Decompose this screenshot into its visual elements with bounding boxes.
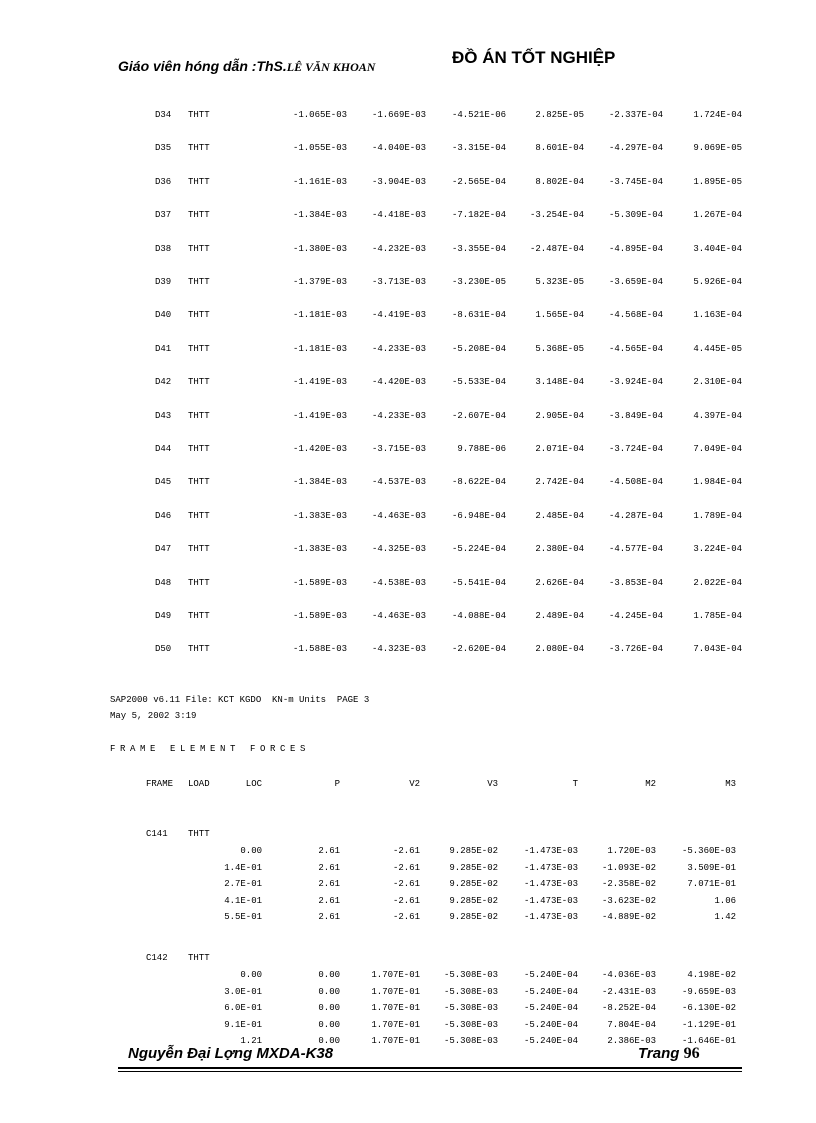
row-value: -4.245E-04 <box>608 611 663 621</box>
row-value: -4.420E-03 <box>371 377 426 388</box>
row-value: 3.404E-04 <box>693 243 742 254</box>
row-value: -4.323E-03 <box>371 644 426 655</box>
force-value: -2.61 <box>392 846 420 856</box>
force-value: 2.61 <box>318 846 340 856</box>
row-value: -1.055E-03 <box>292 143 347 154</box>
force-value: -5.308E-03 <box>443 1019 498 1030</box>
row-value: -4.233E-03 <box>371 343 426 354</box>
force-value: 0.00 <box>318 1036 340 1047</box>
row-value: 1.789E-04 <box>693 510 742 521</box>
force-row <box>0 846 816 858</box>
force-value: -4.889E-02 <box>601 912 656 923</box>
force-value: -5.240E-04 <box>523 986 578 997</box>
row-value: 3.148E-04 <box>535 377 584 388</box>
force-value: 9.1E-01 <box>224 1019 262 1030</box>
force-value: -3.623E-02 <box>601 895 656 906</box>
displacement-row <box>0 377 816 391</box>
force-value: -5.308E-03 <box>443 986 498 997</box>
row-load: THTT <box>188 176 210 187</box>
row-value: 1.895E-05 <box>693 176 742 187</box>
displacement-row <box>0 210 816 224</box>
page-number: 96 <box>683 1045 700 1062</box>
force-value: 3.0E-01 <box>224 986 262 997</box>
row-value: -4.463E-03 <box>371 510 426 521</box>
row-value: 9.069E-05 <box>693 143 742 154</box>
row-value: -1.420E-03 <box>292 444 347 454</box>
row-id: D43 <box>155 410 172 421</box>
row-value: -1.065E-03 <box>292 110 347 120</box>
force-value: 2.7E-01 <box>224 879 262 890</box>
displacement-row <box>0 644 816 658</box>
row-value: -1.181E-03 <box>292 343 347 354</box>
force-value: -9.659E-03 <box>681 986 736 997</box>
force-value: 1.06 <box>714 895 736 906</box>
row-value: 4.397E-04 <box>693 410 742 421</box>
force-value: 0.00 <box>318 1019 340 1030</box>
row-value: 2.489E-04 <box>535 611 584 621</box>
row-value: -4.508E-04 <box>608 477 663 488</box>
displacement-row <box>0 310 816 324</box>
row-value: -1.383E-03 <box>292 544 347 555</box>
force-value: 1.707E-01 <box>371 1036 420 1047</box>
force-value: 1.707E-01 <box>371 1019 420 1030</box>
force-value: -2.61 <box>392 879 420 890</box>
row-value: -1.380E-03 <box>292 243 347 254</box>
row-value: -1.419E-03 <box>292 377 347 388</box>
header-m2: M2 <box>645 779 656 789</box>
force-value: -5.240E-04 <box>523 1003 578 1014</box>
row-id: D35 <box>155 143 172 154</box>
row-value: 2.905E-04 <box>535 410 584 421</box>
row-id: D48 <box>155 577 172 588</box>
row-value: -3.230E-05 <box>451 277 506 287</box>
force-value: 0.00 <box>240 970 262 980</box>
row-value: 2.080E-04 <box>535 644 584 655</box>
frame-header-row <box>0 953 816 965</box>
force-value: 9.285E-02 <box>449 862 498 873</box>
row-value: -3.315E-04 <box>451 143 506 154</box>
row-value: -3.745E-04 <box>608 176 663 187</box>
header-frame: FRAME <box>146 779 174 789</box>
row-value: 2.071E-04 <box>535 444 584 454</box>
row-value: -4.419E-03 <box>371 310 426 321</box>
row-value: -2.565E-04 <box>451 176 506 187</box>
row-id: D50 <box>155 644 172 655</box>
row-value: 2.626E-04 <box>535 577 584 588</box>
page-label: Trang <box>638 1045 680 1062</box>
force-value: -4.036E-03 <box>601 970 656 980</box>
force-value: 1.707E-01 <box>371 970 420 980</box>
displacement-row <box>0 544 816 558</box>
row-value: 7.043E-04 <box>693 644 742 655</box>
row-id: D36 <box>155 176 172 187</box>
row-value: -3.659E-04 <box>608 277 663 287</box>
row-value: -1.384E-03 <box>292 477 347 488</box>
force-value: -1.473E-03 <box>523 879 578 890</box>
row-load: THTT <box>188 277 210 287</box>
row-value: 1.724E-04 <box>693 110 742 120</box>
row-id: D42 <box>155 377 172 388</box>
force-value: -5.308E-03 <box>443 1003 498 1014</box>
force-value: -2.431E-03 <box>601 986 656 997</box>
header-t: T <box>572 779 578 789</box>
force-value: -1.093E-02 <box>601 862 656 873</box>
row-load: THTT <box>188 410 210 421</box>
row-value: -4.538E-03 <box>371 577 426 588</box>
advisor-line <box>118 58 375 75</box>
row-value: 3.224E-04 <box>693 544 742 555</box>
document-title: ĐỒ ÁN TỐT NGHIỆP <box>452 48 616 67</box>
row-value: -5.533E-04 <box>451 377 506 388</box>
row-value: 5.368E-05 <box>535 343 584 354</box>
row-value: -4.895E-04 <box>608 243 663 254</box>
row-id: D41 <box>155 343 172 354</box>
row-value: -8.622E-04 <box>451 477 506 488</box>
displacement-row <box>0 477 816 491</box>
row-load: THTT <box>188 477 210 488</box>
force-row <box>0 987 816 999</box>
row-value: -2.607E-04 <box>451 410 506 421</box>
force-value: 9.285E-02 <box>449 895 498 906</box>
force-value: -5.308E-03 <box>443 1036 498 1047</box>
displacement-row <box>0 177 816 191</box>
row-value: -3.254E-04 <box>529 210 584 221</box>
row-value: -2.487E-04 <box>529 243 584 254</box>
row-value: -5.541E-04 <box>451 577 506 588</box>
force-value: 5.5E-01 <box>224 912 262 923</box>
footer-page <box>638 1045 700 1063</box>
row-value: -3.713E-03 <box>371 277 426 287</box>
force-value: -5.360E-03 <box>681 846 736 856</box>
force-value: 4.1E-01 <box>224 895 262 906</box>
row-value: 1.163E-04 <box>693 310 742 321</box>
row-value: 2.310E-04 <box>693 377 742 388</box>
row-value: 2.380E-04 <box>535 544 584 555</box>
row-value: -5.309E-04 <box>608 210 663 221</box>
row-value: -3.724E-04 <box>608 444 663 454</box>
row-value: -4.418E-03 <box>371 210 426 221</box>
force-row <box>0 863 816 875</box>
row-id: D49 <box>155 611 172 621</box>
displacement-row <box>0 344 816 358</box>
row-value: -5.208E-04 <box>451 343 506 354</box>
row-load: THTT <box>188 644 210 655</box>
header-v2: V2 <box>409 779 420 789</box>
displacement-row <box>0 578 816 592</box>
force-value: 1.707E-01 <box>371 986 420 997</box>
force-value: -1.473E-03 <box>523 912 578 923</box>
displacement-row <box>0 143 816 157</box>
force-value: -5.240E-04 <box>523 1036 578 1047</box>
row-value: -3.904E-03 <box>371 176 426 187</box>
row-value: -8.631E-04 <box>451 310 506 321</box>
row-load: THTT <box>188 510 210 521</box>
row-id: D45 <box>155 477 172 488</box>
header-load: LOAD <box>188 779 210 789</box>
row-value: -1.669E-03 <box>371 110 426 120</box>
force-value: 2.61 <box>318 862 340 873</box>
row-value: -1.419E-03 <box>292 410 347 421</box>
sap-date: May 5, 2002 3:19 <box>110 711 197 721</box>
displacement-row <box>0 277 816 291</box>
force-value: 3.509E-01 <box>687 862 736 873</box>
row-value: -4.325E-03 <box>371 544 426 555</box>
force-table-header <box>0 779 816 793</box>
force-value: 0.00 <box>318 1003 340 1014</box>
footer-author: Nguyễn Đại Lợng MXDA-K38 <box>128 1045 334 1062</box>
row-load: THTT <box>188 611 210 621</box>
row-load: THTT <box>188 377 210 388</box>
force-value: 1.4E-01 <box>224 862 262 873</box>
row-id: D38 <box>155 243 172 254</box>
footer-rule-thin <box>118 1071 742 1072</box>
force-value: -2.61 <box>392 912 420 923</box>
force-value: 1.720E-03 <box>607 846 656 856</box>
row-value: -7.182E-04 <box>451 210 506 221</box>
displacement-row <box>0 110 816 124</box>
frame-id: C141 <box>146 829 168 839</box>
force-row <box>0 912 816 924</box>
row-value: -1.379E-03 <box>292 277 347 287</box>
row-load: THTT <box>188 310 210 321</box>
force-value: 6.0E-01 <box>224 1003 262 1014</box>
row-load: THTT <box>188 343 210 354</box>
row-value: -4.088E-04 <box>451 611 506 621</box>
force-value: 2.61 <box>318 912 340 923</box>
row-value: -4.287E-04 <box>608 510 663 521</box>
row-value: 7.049E-04 <box>693 444 742 454</box>
row-value: 5.926E-04 <box>693 277 742 287</box>
force-value: 1.707E-01 <box>371 1003 420 1014</box>
force-value: -1.473E-03 <box>523 862 578 873</box>
row-value: -3.355E-04 <box>451 243 506 254</box>
row-value: -4.577E-04 <box>608 544 663 555</box>
displacement-row <box>0 411 816 425</box>
force-value: 4.198E-02 <box>687 970 736 980</box>
force-value: -2.358E-02 <box>601 879 656 890</box>
row-value: 1.984E-04 <box>693 477 742 488</box>
row-load: THTT <box>188 110 210 120</box>
row-value: -4.463E-03 <box>371 611 426 621</box>
force-value: 9.285E-02 <box>449 846 498 856</box>
frame-header-row <box>0 829 816 841</box>
displacement-row <box>0 444 816 458</box>
displacement-row <box>0 244 816 258</box>
row-value: 2.485E-04 <box>535 510 584 521</box>
row-value: -2.337E-04 <box>608 110 663 120</box>
row-value: -4.040E-03 <box>371 143 426 154</box>
row-id: D37 <box>155 210 172 221</box>
force-value: -2.61 <box>392 862 420 873</box>
force-value: -1.473E-03 <box>523 846 578 856</box>
row-value: -4.568E-04 <box>608 310 663 321</box>
force-value: -5.240E-04 <box>523 1019 578 1030</box>
footer-rule-thick <box>118 1067 742 1069</box>
row-value: -3.726E-04 <box>608 644 663 655</box>
row-value: -4.565E-04 <box>608 343 663 354</box>
force-value: 9.285E-02 <box>449 879 498 890</box>
force-value: 2.61 <box>318 879 340 890</box>
row-id: D40 <box>155 310 172 321</box>
force-value: 7.804E-04 <box>607 1019 656 1030</box>
header-loc: LOC <box>245 779 262 789</box>
row-value: -6.948E-04 <box>451 510 506 521</box>
force-value: -6.130E-02 <box>681 1003 736 1014</box>
row-value: -1.588E-03 <box>292 644 347 655</box>
row-value: -4.297E-04 <box>608 143 663 154</box>
row-load: THTT <box>188 143 210 154</box>
force-value: -8.252E-04 <box>601 1003 656 1014</box>
force-value: 9.285E-02 <box>449 912 498 923</box>
section-title: FRAME ELEMENT FORCES <box>110 744 311 754</box>
force-value: 0.00 <box>240 846 262 856</box>
force-row <box>0 896 816 908</box>
header-p: P <box>334 779 340 789</box>
force-value: -1.129E-01 <box>681 1019 736 1030</box>
row-value: -3.715E-03 <box>371 444 426 454</box>
row-value: 4.445E-05 <box>693 343 742 354</box>
row-value: 1.267E-04 <box>693 210 742 221</box>
frame-load: THTT <box>188 953 210 963</box>
row-load: THTT <box>188 444 210 454</box>
row-load: THTT <box>188 243 210 254</box>
row-value: 2.022E-04 <box>693 577 742 588</box>
row-value: -4.233E-03 <box>371 410 426 421</box>
header-v3: V3 <box>487 779 498 789</box>
force-value: 1.21 <box>240 1036 262 1047</box>
frame-load: THTT <box>188 829 210 839</box>
row-load: THTT <box>188 210 210 221</box>
row-value: -1.589E-03 <box>292 611 347 621</box>
row-value: -3.849E-04 <box>608 410 663 421</box>
row-value: 1.565E-04 <box>535 310 584 321</box>
row-value: -4.232E-03 <box>371 243 426 254</box>
row-value: -1.161E-03 <box>292 176 347 187</box>
force-value: 0.00 <box>318 986 340 997</box>
force-row <box>0 970 816 982</box>
force-value: -1.473E-03 <box>523 895 578 906</box>
row-value: 8.802E-04 <box>535 176 584 187</box>
force-row <box>0 1003 816 1015</box>
row-value: 5.323E-05 <box>535 277 584 287</box>
force-value: 1.42 <box>714 912 736 923</box>
displacement-row <box>0 611 816 625</box>
row-value: 2.742E-04 <box>535 477 584 488</box>
force-value: -5.240E-04 <box>523 970 578 980</box>
force-value: 2.61 <box>318 895 340 906</box>
row-value: -2.620E-04 <box>451 644 506 655</box>
force-row <box>0 879 816 891</box>
row-id: D39 <box>155 277 172 287</box>
row-id: D34 <box>155 110 172 120</box>
displacement-row <box>0 511 816 525</box>
row-id: D47 <box>155 544 172 555</box>
row-value: -1.384E-03 <box>292 210 347 221</box>
force-value: -2.61 <box>392 895 420 906</box>
row-value: 2.825E-05 <box>535 110 584 120</box>
row-value: -1.383E-03 <box>292 510 347 521</box>
row-value: -4.521E-06 <box>451 110 506 120</box>
sap-file-info: SAP2000 v6.11 File: KCT KGDO KN-m Units PAGE 3 <box>110 695 370 705</box>
row-load: THTT <box>188 544 210 555</box>
row-value: -3.924E-04 <box>608 377 663 388</box>
row-value: 8.601E-04 <box>535 143 584 154</box>
row-value: -3.853E-04 <box>608 577 663 588</box>
force-value: 0.00 <box>318 970 340 980</box>
row-id: D44 <box>155 444 172 454</box>
row-value: 1.785E-04 <box>693 611 742 621</box>
force-row <box>0 1020 816 1032</box>
row-value: -5.224E-04 <box>451 544 506 555</box>
row-id: D46 <box>155 510 172 521</box>
row-load: THTT <box>188 577 210 588</box>
force-value: 2.386E-03 <box>607 1036 656 1047</box>
row-value: -1.181E-03 <box>292 310 347 321</box>
frame-id: C142 <box>146 953 168 963</box>
force-value: -5.308E-03 <box>443 970 498 980</box>
row-value: 9.788E-06 <box>457 444 506 454</box>
header-m3: M3 <box>725 779 736 789</box>
advisor-label: Giáo viên hóng dẫn :ThS. <box>118 58 287 74</box>
force-value: -1.646E-01 <box>681 1036 736 1047</box>
row-value: -1.589E-03 <box>292 577 347 588</box>
force-value: 7.071E-01 <box>687 879 736 890</box>
advisor-name: LÊ VĂN KHOAN <box>286 60 376 74</box>
row-value: -4.537E-03 <box>371 477 426 488</box>
